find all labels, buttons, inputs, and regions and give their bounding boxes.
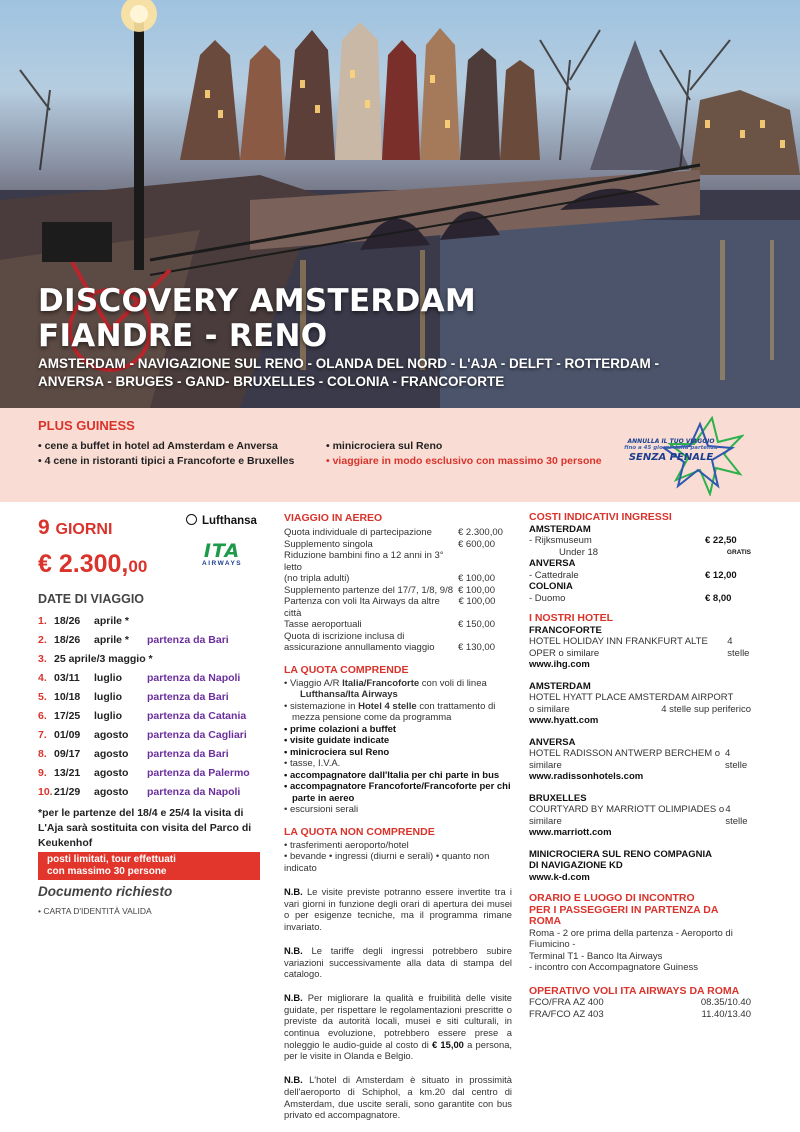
crane-icon	[186, 514, 197, 525]
hotel-stars: 4 stelle	[727, 636, 750, 659]
excluded-item: • trasferimenti aeroporto/hotel	[284, 839, 409, 851]
plus-item: • 4 cene in ristoranti tipici a Francoforte e Bruxelles	[38, 454, 318, 469]
lufthansa-name: Lufthansa	[202, 515, 257, 527]
limited-line1: posti limitati, tour effettuati	[47, 854, 176, 865]
cost-label: Under 18	[559, 546, 599, 558]
meeting-text: Roma - 2 ore prima della partenza - Aeroporto di Fiumicino -	[529, 927, 733, 950]
hotel-name-row	[529, 704, 751, 716]
hotel-city: ANVERSA	[529, 736, 576, 748]
price-value: € 600,00	[458, 538, 495, 550]
cruise-line: MINICROCIERA SUL RENO COMPAGNIA	[529, 848, 712, 860]
price-row	[284, 619, 512, 631]
flight-title: VIAGGIO IN AEREO	[284, 512, 383, 524]
hotel-name-row	[529, 636, 751, 659]
hotels-title: I NOSTRI HOTEL	[529, 612, 613, 624]
hotel-block	[529, 793, 751, 839]
price-row	[284, 539, 512, 551]
meeting-block	[529, 893, 751, 974]
costs-city: COLONIA	[529, 581, 573, 592]
included-item	[284, 701, 512, 724]
date-month: luglio	[94, 672, 122, 684]
meeting-title: PER I PASSEGGERI IN PARTENZA DA ROMA	[529, 903, 719, 927]
price-label: (no tripla adulti)	[284, 573, 350, 584]
hotel-name-row	[529, 748, 751, 771]
hero-subtitle	[38, 355, 788, 391]
date-row	[38, 669, 268, 688]
info-column	[529, 512, 751, 1020]
date-month: aprile *	[94, 634, 130, 646]
excluded-title: LA QUOTA NON COMPRENDE	[284, 825, 435, 838]
flight-code: AZ 403	[573, 1008, 604, 1020]
hotel-url[interactable]: www.ihg.com	[529, 659, 590, 670]
date-range: 09/17	[54, 748, 81, 760]
date-number: 2.	[38, 634, 47, 646]
included-item: • accompagnatore Francoforte/Francoforte per chi parte in aereo	[284, 781, 512, 804]
badge-line1: ANNULLA IL TUO VIAGGIO	[627, 438, 715, 445]
excluded-list	[284, 840, 512, 875]
costs-city: ANVERSA	[529, 558, 576, 569]
badge-line2: fino a 45 giorni dalla partenza	[624, 445, 718, 451]
included-item: • tasse, I.V.A.	[284, 758, 512, 770]
flight-op-row	[529, 1009, 751, 1021]
hotel-name: HOTEL RADISSON ANTWERP BERCHEM o similare	[529, 748, 721, 771]
nb-label: N.B.	[284, 944, 303, 956]
hero-subtitle-line2: ANVERSA - BRUGES - GAND- BRUXELLES - COLONIA - FRANCOFORTE	[38, 374, 505, 389]
flights-ops-block	[529, 986, 751, 1021]
meeting-text: Terminal T1 - Banco Ita Airways	[529, 950, 663, 962]
date-number: 6.	[38, 710, 47, 722]
hero-title-line2: FIANDRE - RENO	[38, 318, 328, 354]
cost-value: € 8,00	[705, 592, 732, 604]
date-departure: partenza da Bari	[147, 748, 229, 760]
date-departure: partenza da Cagliari	[147, 729, 247, 741]
included-item: • minicrociera sul Reno	[284, 747, 512, 759]
inc-bold: Hotel 4 stelle	[358, 700, 417, 712]
date-range: 18/26	[54, 615, 81, 627]
hotel-url[interactable]: www.hyatt.com	[529, 715, 599, 726]
included-item: • prime colazioni a buffet	[284, 724, 512, 736]
price-value: € 150,00	[458, 619, 495, 630]
price-row	[284, 527, 512, 539]
cost-row	[529, 593, 751, 605]
date-range: 17/25	[54, 710, 81, 722]
price-value: € 100,00	[458, 573, 495, 584]
date-number: 9.	[38, 767, 47, 779]
hotel-city: AMSTERDAM	[529, 680, 591, 692]
date-row	[38, 612, 268, 631]
date-number: 5.	[38, 691, 47, 703]
days-number: 9	[38, 516, 50, 539]
cost-row	[529, 570, 751, 582]
limited-seats-banner	[38, 852, 260, 880]
hotel-name: HOTEL HYATT PLACE AMSTERDAM AIRPORT	[529, 692, 734, 703]
hero-subtitle-line1: AMSTERDAM - NAVIGAZIONE SUL RENO - OLANDA DEL NORD - L'AJA - DELFT - ROTTERDAM -	[38, 356, 659, 371]
document-item: • CARTA D'IDENTITÀ VALIDA	[38, 906, 152, 916]
flight-op-row	[529, 997, 751, 1009]
date-range: 01/09	[54, 729, 81, 741]
flight-code: AZ 400	[573, 997, 604, 1008]
hotel-name: HOTEL HOLIDAY INN FRANKFURT ALTE OPER o similare	[529, 636, 708, 659]
inc-text: sistemazione in	[289, 700, 359, 712]
date-row	[38, 688, 268, 707]
price-main: € 2.300,	[38, 550, 129, 578]
inc-bold: Lufthansa/Ita Airways	[300, 689, 398, 700]
flights-ops-title: OPERATIVO VOLI ITA AIRWAYS DA ROMA	[529, 984, 740, 997]
cruise-line: DI NAVIGAZIONE KD	[529, 860, 623, 871]
price-label: Quota di iscrizione inclusa di	[284, 630, 405, 642]
limited-line2: con massimo 30 persone	[47, 866, 167, 877]
included-title: LA QUOTA COMPRENDE	[284, 663, 409, 676]
price	[38, 550, 147, 579]
price-label: Supplemento singola	[284, 538, 373, 550]
price-row	[284, 596, 512, 619]
date-row	[38, 783, 268, 802]
note-1	[284, 886, 512, 933]
note-3	[284, 992, 512, 1062]
ita-sub: AIRWAYS	[202, 560, 243, 567]
included-item: • visite guidate indicate	[284, 735, 512, 747]
hotel-name-row	[529, 804, 751, 827]
hotel-url[interactable]: www.marriott.com	[529, 827, 612, 838]
cruise-block	[529, 849, 751, 884]
price-value: € 2.300,00	[458, 527, 503, 538]
cost-label: - Cattedrale	[529, 569, 579, 581]
hotel-extra: o similare	[529, 703, 570, 715]
date-departure: partenza da Bari	[147, 691, 229, 703]
included-item: • accompagnatore dall'Italia per chi parte in bus	[284, 770, 512, 782]
inc-bold: Italia/Francoforte	[342, 677, 420, 689]
date-row	[38, 650, 268, 669]
price-row	[284, 642, 512, 654]
date-range: 18/26	[54, 634, 81, 646]
date-month: agosto	[94, 767, 129, 779]
cost-label: - Rijksmuseum	[529, 535, 592, 546]
date-month: agosto	[94, 786, 129, 798]
hotel-block	[529, 681, 751, 727]
price-value	[458, 631, 512, 643]
badge-line3: SENZA PENALE	[628, 452, 714, 463]
price-row	[284, 573, 512, 585]
note-text: Per migliorare la qualità e fruibilità delle visite guidate, per rispettare le regolamentazioni prescritte o previste da autorità locali, musei e siti culturali, in continua evoluzione, potrebbero essere prese a noleggio le audio-guide al costo di	[284, 991, 513, 1050]
date-row	[38, 707, 268, 726]
price-value: € 100,00	[458, 596, 496, 607]
lufthansa-logo	[186, 514, 257, 527]
cancel-badge	[614, 416, 744, 496]
cruise-url[interactable]: www.k-d.com	[529, 871, 590, 883]
hero-title	[38, 284, 476, 354]
date-number: 4.	[38, 672, 47, 684]
price-value	[459, 550, 512, 573]
date-row	[38, 745, 268, 764]
cost-value: € 22,50	[705, 535, 737, 546]
price-label: Riduzione bambini fino a 12 anni in 3° letto	[284, 550, 444, 573]
cost-value: GRATIS	[726, 548, 751, 556]
days-count	[38, 516, 112, 540]
ita-airways-logo	[202, 542, 242, 567]
pricing-column	[284, 512, 512, 1121]
date-row	[38, 726, 268, 745]
hero-title-line1: DISCOVERY AMSTERDAM	[38, 283, 477, 319]
date-range: 10/18	[54, 691, 81, 703]
included-list	[284, 678, 512, 816]
note-4	[284, 1074, 512, 1121]
flight-route: FCO/FRA	[529, 997, 571, 1008]
date-departure: partenza da Palermo	[147, 767, 250, 779]
note-text: Le visite previste potranno essere invertite tra i vari giorni in funzione degli orari di apertura dei musei o per esigenze tecniche, ma il programma rimane invariato.	[284, 886, 512, 933]
date-departure: partenza da Napoli	[147, 786, 241, 798]
excluded-item: • bevande • ingressi (diurni e serali) • quanto non indicato	[284, 851, 490, 874]
date-range: 03/11	[54, 672, 80, 684]
price-row	[284, 585, 512, 597]
price-cents: 00	[128, 557, 148, 576]
document-title: Documento richiesto	[38, 884, 173, 899]
date-number: 3.	[38, 653, 47, 665]
hotel-name: COURTYARD BY MARRIOTT OLIMPIADES o similare	[529, 804, 725, 827]
date-number: 1.	[38, 615, 47, 627]
plus-item: • cene a buffet in hotel ad Amsterdam e Anversa	[38, 439, 318, 454]
hotel-block	[529, 625, 751, 671]
note-price: € 15,00	[432, 1038, 464, 1050]
included-item	[284, 678, 512, 701]
hero-banner	[0, 0, 800, 408]
flight-price-table	[284, 527, 512, 654]
date-month: luglio	[94, 691, 122, 703]
costs-city: AMSTERDAM	[529, 523, 591, 535]
plus-band	[0, 408, 800, 502]
date-month: agosto	[94, 748, 129, 760]
included-item: • escursioni serali	[284, 804, 512, 816]
cancel-badge-text	[618, 438, 724, 464]
hotel-city: FRANCOFORTE	[529, 624, 602, 636]
plus-item: • viaggiare in modo esclusivo con massimo 30 persone	[326, 454, 606, 469]
date-month: luglio	[94, 710, 122, 722]
dates-list	[38, 612, 268, 802]
price-row	[284, 550, 512, 573]
plus-title: PLUS GUINESS	[38, 418, 135, 433]
date-departure: partenza da Napoli	[147, 672, 241, 684]
cost-value: € 12,00	[705, 569, 737, 581]
hotel-block	[529, 737, 751, 783]
price-label: Quota individuale di partecipazione	[284, 527, 432, 538]
price-label: Supplemento partenze del 17/7, 1/8, 9/8	[284, 584, 454, 596]
price-label: Tasse aeroportuali	[284, 619, 362, 630]
date-number: 10.	[38, 786, 53, 798]
date-departure: partenza da Catania	[147, 710, 247, 722]
plus-list-1	[38, 439, 318, 469]
dates-title: DATE DI VIAGGIO	[38, 592, 145, 606]
price-value: € 100,00	[458, 584, 495, 596]
cost-label: - Duomo	[529, 592, 566, 604]
hotel-city: BRUXELLES	[529, 792, 587, 804]
ita-name: ITA	[203, 540, 241, 562]
meeting-title: ORARIO E LUOGO DI INCONTRO	[529, 892, 695, 904]
date-month: agosto	[94, 729, 129, 741]
note-text: a persona, per le visite in Olanda e Belgio.	[284, 1038, 513, 1062]
nb-label: N.B.	[284, 886, 303, 897]
inc-text: Viaggio A/R	[289, 677, 343, 689]
date-row	[38, 631, 268, 650]
flight-op-left	[529, 1009, 604, 1021]
flight-op-left	[529, 997, 604, 1009]
meeting-text: - incontro con Accompagnatore Guiness	[529, 962, 698, 973]
dates-note: *per le partenze del 18/4 e 25/4 la visita di L'Aja sarà sostituita con visita del Parco di Keukenhof	[38, 807, 252, 849]
date-range: 13/21	[54, 767, 81, 779]
hotel-stars: 4 stelle	[725, 804, 748, 827]
price-value: € 130,00	[458, 642, 495, 653]
costs-title: COSTI INDICATIVI INGRESSI	[529, 511, 672, 523]
hotel-url[interactable]: www.radissonhotels.com	[529, 771, 644, 782]
nb-label: N.B.	[284, 991, 303, 1003]
plus-item: • minicrociera sul Reno	[326, 439, 606, 454]
price-row	[284, 631, 512, 643]
date-departure: partenza da Bari	[147, 634, 229, 646]
date-range: 21/29	[54, 786, 81, 798]
cost-row	[529, 547, 751, 559]
flight-time: 11.40/13.40	[701, 1008, 751, 1020]
note-2	[284, 945, 512, 980]
date-number: 8.	[38, 748, 47, 760]
nb-label: N.B.	[284, 1074, 303, 1086]
cost-row	[529, 535, 751, 547]
price-label: assicurazione annullamento viaggio	[284, 642, 435, 653]
hotel-stars: 4 stelle sup periferico	[661, 703, 751, 715]
date-number: 7.	[38, 729, 47, 741]
date-range: 25 aprile/3 maggio *	[54, 653, 153, 665]
days-label: GIORNI	[55, 521, 113, 538]
plus-list-2	[326, 439, 606, 469]
price-label: Partenza con voli Ita Airways da altre città	[284, 596, 440, 619]
inc-text: con trattamento di mezza pensione come da programma	[292, 700, 496, 723]
note-text: Le tariffe degli ingressi potrebbero subire variazioni successivamente alla data di stampa del catalogo.	[284, 944, 512, 980]
hotel-stars: 4 stelle	[724, 748, 748, 771]
flight-route: FRA/FCO	[529, 1008, 571, 1020]
inc-text: con voli di linea	[419, 677, 487, 689]
date-row	[38, 764, 268, 783]
note-text: L'hotel di Amsterdam è situato in prossimità dell'aeroporto di Schiphol, a km.20 dal centro di Amsterdam, due uscite serali, sono garantite con bus privato ed accompagnatore.	[284, 1074, 512, 1121]
flight-time: 08.35/10.40	[700, 997, 751, 1008]
date-month: aprile *	[94, 615, 130, 627]
